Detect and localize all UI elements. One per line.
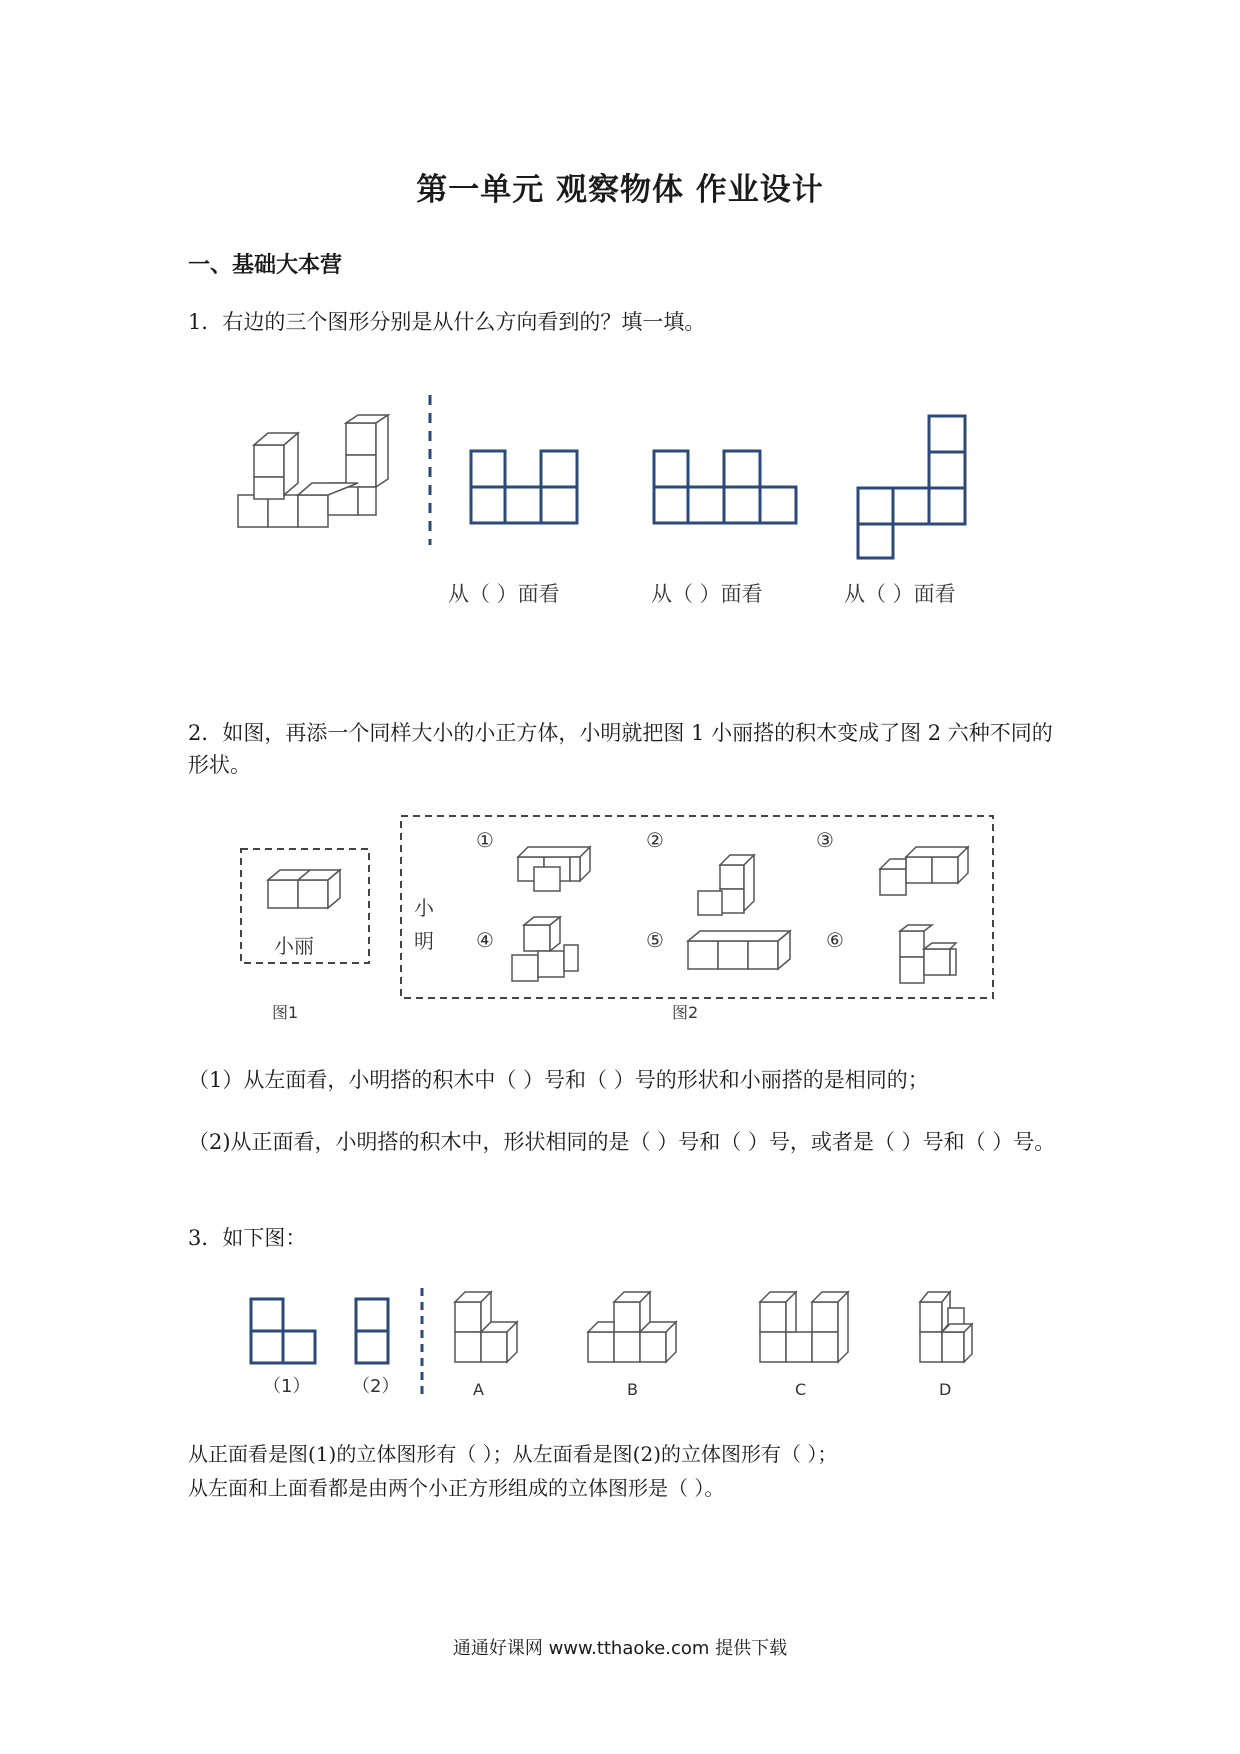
q2-num-1: ① [476, 828, 494, 852]
question-2: 2．如图，再添一个同样大小的小正方体，小明就把图 1 小丽搭的积木变成了图 2 六种不同的形状。 [188, 721, 1053, 777]
q1-label-2: 从（ ）面看 [651, 582, 763, 606]
q3-shape-label-d: D [939, 1380, 952, 1399]
q1-isometric-figure [230, 415, 400, 535]
q2-fig2-person-1: 小 [414, 896, 434, 920]
q3-answer-line-1: 从正面看是图(1)的立体图形有（ ）；从左面看是图(2)的立体图形有（ ）； [188, 1442, 838, 1466]
page-title: 第一单元 观察物体 作业设计 [416, 172, 824, 208]
q2-num-2: ② [646, 828, 664, 852]
q3-view-label-1: （1） [263, 1376, 311, 1397]
q2-num-4: ④ [476, 928, 494, 952]
q2-num-5: ⑤ [646, 928, 664, 952]
q2-sub-2: （2)从正面看，小明搭的积木中，形状相同的是（ ）号和（ ）号，或者是（ ）号和（ ）号。 [188, 1130, 1056, 1154]
q3-divider [420, 1288, 424, 1396]
q3-view-label-2: （2） [352, 1376, 400, 1397]
section-heading: 一、基础大本营 [188, 253, 343, 278]
q1-view-1 [470, 450, 580, 524]
q2-fig2-person-2: 明 [414, 929, 434, 953]
q3-answer-line-2: 从左面和上面看都是由两个小正方形组成的立体图形是（ ）。 [188, 1476, 725, 1500]
q1-view-2 [653, 450, 797, 524]
q3-shape-label-c: C [795, 1380, 807, 1399]
q1-view-3 [857, 415, 967, 559]
q2-fig1-caption: 图1 [272, 1003, 299, 1022]
q1-label-3: 从（ ）面看 [844, 582, 956, 606]
q1-divider [428, 395, 432, 545]
q3-view-2 [355, 1298, 395, 1368]
q3-shapes [450, 1290, 1010, 1380]
question-1: 1．右边的三个图形分别是从什么方向看到的？填一填。 [188, 310, 706, 334]
q2-sub-1: （1）从左面看，小明搭的积木中（ ）号和（ ）号的形状和小丽搭的是相同的； [188, 1068, 929, 1092]
q3-view-1 [250, 1298, 320, 1368]
q3-shape-label-a: A [473, 1380, 484, 1399]
q3-shape-label-b: B [627, 1380, 638, 1399]
q2-fig1-person: 小丽 [274, 934, 314, 958]
q1-label-1: 从（ ）面看 [448, 582, 560, 606]
page-footer: 通通好课网 www.tthaoke.com 提供下载 [452, 1638, 788, 1659]
q2-num-6: ⑥ [826, 928, 844, 952]
q2-num-3: ③ [816, 828, 834, 852]
question-3: 3．如下图： [188, 1226, 307, 1250]
q2-fig2-caption: 图2 [672, 1003, 699, 1022]
